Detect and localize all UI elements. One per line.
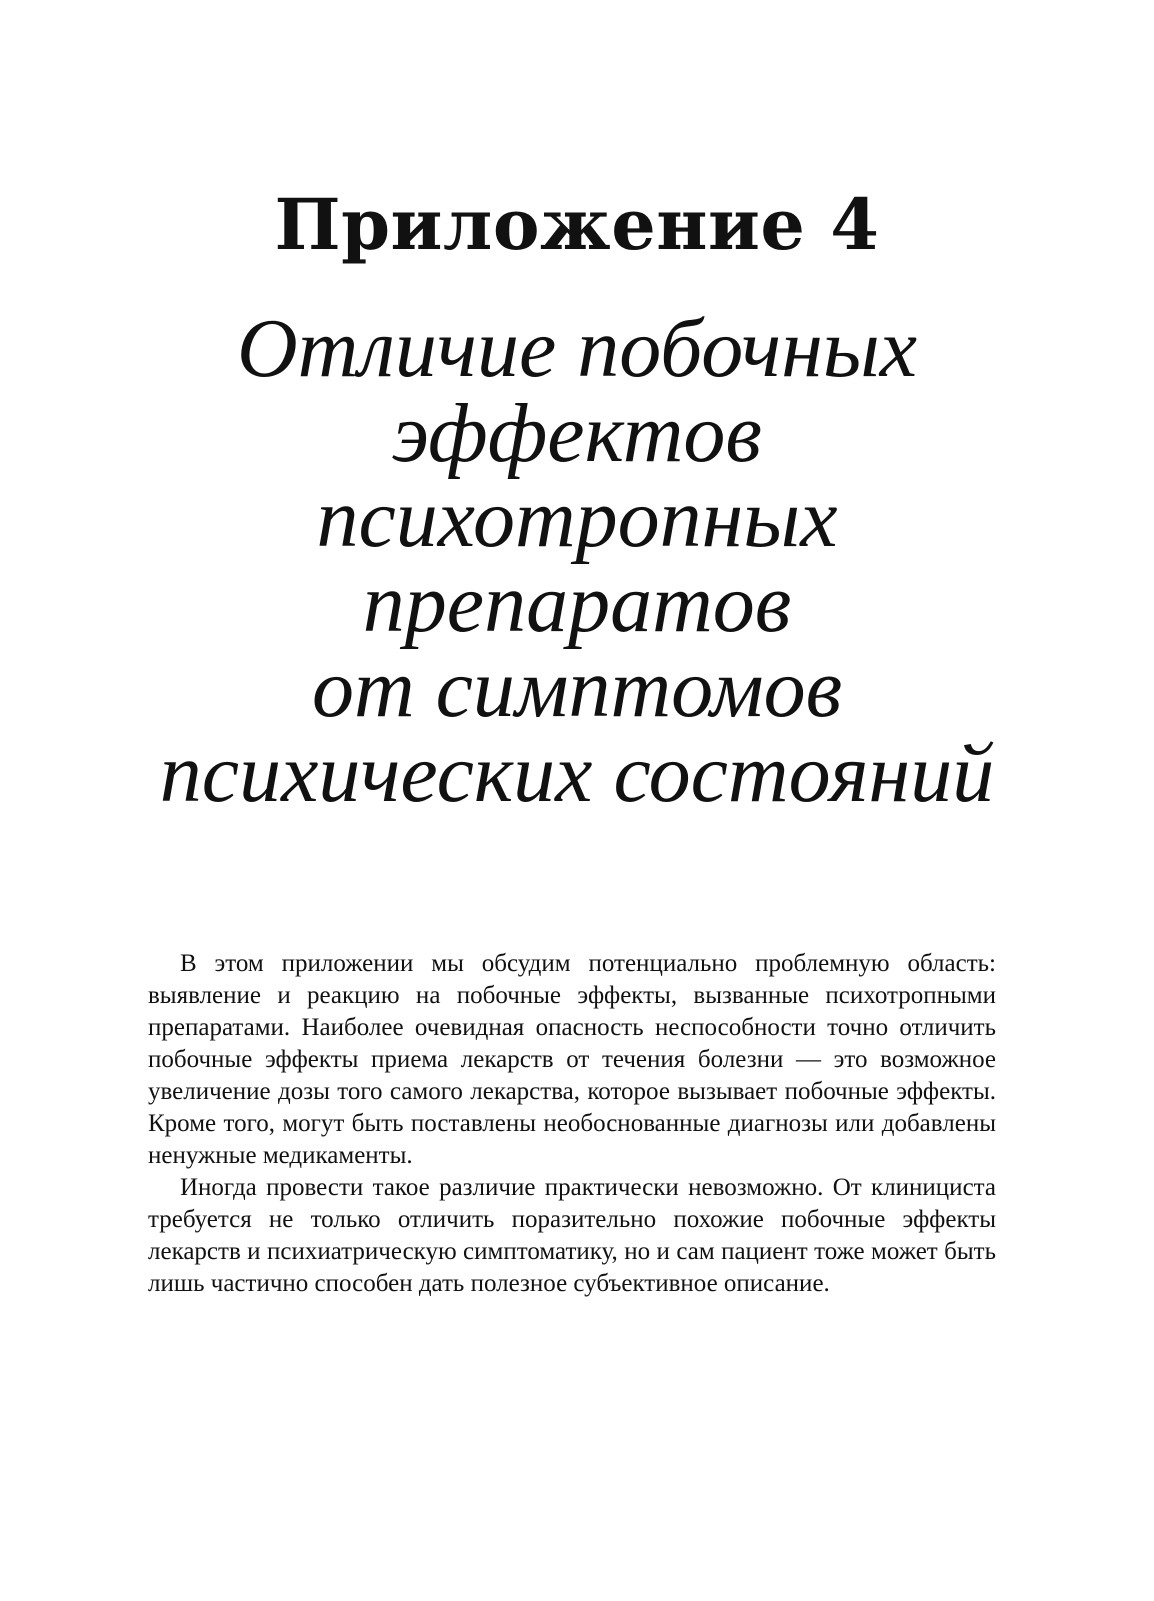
title-line: психотропных (316, 472, 838, 565)
paragraph: Иногда провести такое различие практически невозможно. От клинициста требуется не только отличить поразительно похожие побочные эффекты лекарств и психиатрическую симптоматику, но и сам пациент тоже может быть лишь частично способен дать полезное субъективное описание. (148, 1174, 996, 1297)
appendix-heading: Приложение 4 (274, 183, 880, 266)
title-line: препаратов (362, 557, 792, 650)
title-line: Отличие побочных (236, 302, 918, 395)
body-text (148, 948, 996, 1300)
title-line: от симптомов (311, 642, 843, 735)
paragraph: В этом приложении мы обсудим потенциально проблемную область: выявление и реакцию на побочные эффекты, вызванные психотропными препаратами. Наиболее очевидная опасность неспособности точно отличить побочные эффекты приема лекарств от течения болезни — это возможное увеличение дозы того самого лекарства, которое вызывает побочные эффекты. Кроме того, могут быть поставлены необоснованные диагнозы или добавлены ненужные медикаменты. (148, 950, 996, 1169)
title-line: психических состояний (159, 727, 995, 820)
appendix-title (0, 302, 1154, 820)
title-line: эффектов (392, 387, 762, 480)
